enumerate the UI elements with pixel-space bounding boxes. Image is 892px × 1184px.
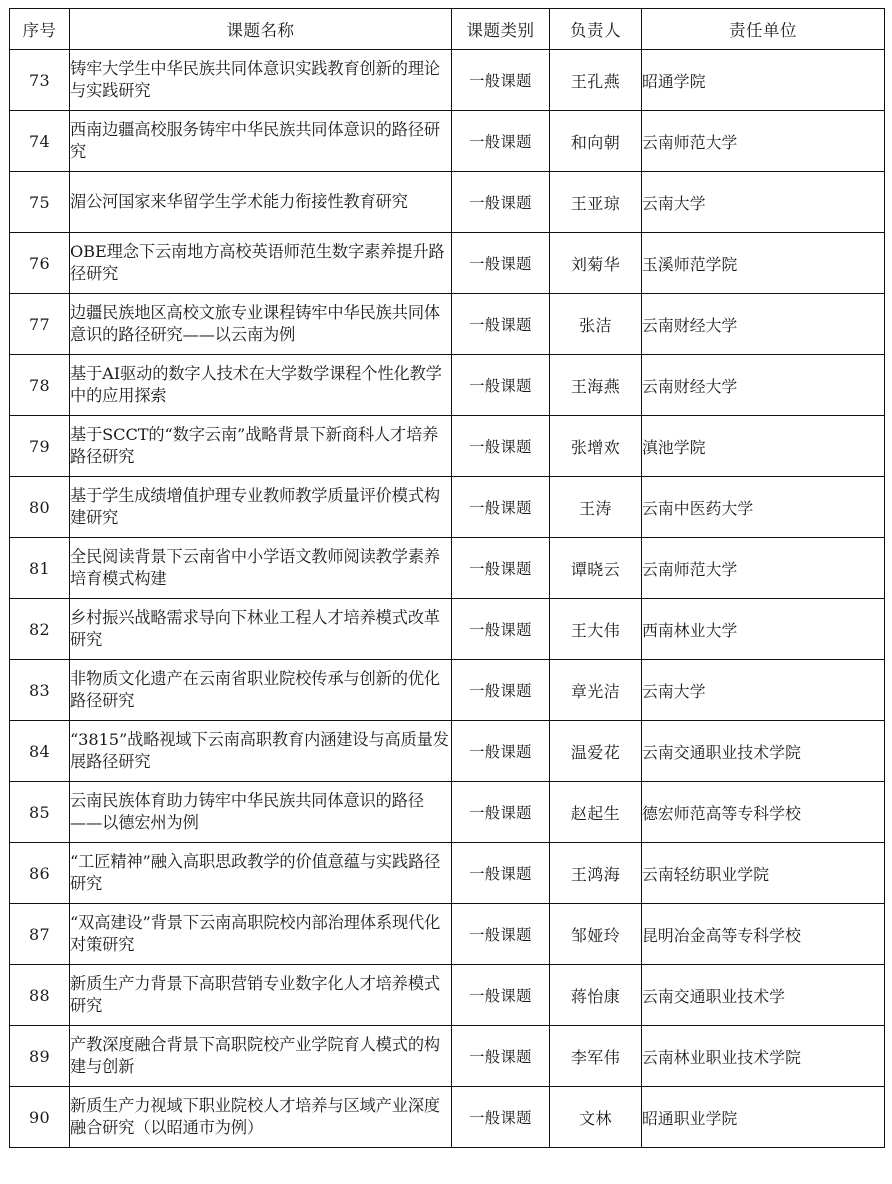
cell-project-leader: 谭晓云 — [550, 538, 642, 599]
cell-project-title: 铸牢大学生中华民族共同体意识实践教育创新的理论与实践研究 — [70, 50, 452, 111]
cell-responsible-unit: 西南林业大学 — [642, 599, 885, 660]
cell-project-leader: 王鸿海 — [550, 843, 642, 904]
cell-responsible-unit: 滇池学院 — [642, 416, 885, 477]
cell-responsible-unit: 昆明冶金高等专科学校 — [642, 904, 885, 965]
cell-project-category: 一般课题 — [452, 477, 550, 538]
cell-project-title: “双高建设”背景下云南高职院校内部治理体系现代化对策研究 — [70, 904, 452, 965]
table-row — [10, 477, 885, 538]
cell-project-category: 一般课题 — [452, 782, 550, 843]
table-body — [10, 50, 885, 1148]
cell-project-category: 一般课题 — [452, 599, 550, 660]
table-row — [10, 782, 885, 843]
cell-project-leader: 王孔燕 — [550, 50, 642, 111]
cell-project-leader: 李军伟 — [550, 1026, 642, 1087]
cell-sequence-number: 86 — [10, 843, 70, 904]
cell-project-title: 基于SCCT的“数字云南”战略背景下新商科人才培养路径研究 — [70, 416, 452, 477]
cell-sequence-number: 85 — [10, 782, 70, 843]
cell-sequence-number: 90 — [10, 1087, 70, 1148]
cell-project-leader: 王涛 — [550, 477, 642, 538]
column-header-title: 课题名称 — [70, 9, 452, 50]
cell-project-title: 产教深度融合背景下高职院校产业学院育人模式的构建与创新 — [70, 1026, 452, 1087]
table-row — [10, 721, 885, 782]
cell-project-leader: 赵起生 — [550, 782, 642, 843]
cell-project-title: “工匠精神”融入高职思政教学的价值意蕴与实践路径研究 — [70, 843, 452, 904]
cell-sequence-number: 82 — [10, 599, 70, 660]
cell-responsible-unit: 云南交通职业技术学 — [642, 965, 885, 1026]
cell-project-category: 一般课题 — [452, 233, 550, 294]
cell-project-category: 一般课题 — [452, 355, 550, 416]
cell-sequence-number: 81 — [10, 538, 70, 599]
cell-project-title: 云南民族体育助力铸牢中华民族共同体意识的路径——以德宏州为例 — [70, 782, 452, 843]
cell-project-category: 一般课题 — [452, 843, 550, 904]
cell-responsible-unit: 云南财经大学 — [642, 294, 885, 355]
cell-responsible-unit: 云南林业职业技术学院 — [642, 1026, 885, 1087]
cell-responsible-unit: 云南师范大学 — [642, 111, 885, 172]
table-row — [10, 172, 885, 233]
cell-project-title: “3815”战略视域下云南高职教育内涵建设与高质量发展路径研究 — [70, 721, 452, 782]
column-header-unit: 责任单位 — [642, 9, 885, 50]
cell-project-category: 一般课题 — [452, 1087, 550, 1148]
cell-project-title: 西南边疆高校服务铸牢中华民族共同体意识的路径研究 — [70, 111, 452, 172]
cell-sequence-number: 87 — [10, 904, 70, 965]
cell-responsible-unit: 云南大学 — [642, 660, 885, 721]
cell-project-leader: 王海燕 — [550, 355, 642, 416]
cell-project-category: 一般课题 — [452, 294, 550, 355]
cell-responsible-unit: 昭通职业学院 — [642, 1087, 885, 1148]
cell-project-title: 基于学生成绩增值护理专业教师教学质量评价模式构建研究 — [70, 477, 452, 538]
cell-project-title: 新质生产力背景下高职营销专业数字化人才培养模式研究 — [70, 965, 452, 1026]
table-row — [10, 233, 885, 294]
table-row — [10, 111, 885, 172]
cell-project-title: OBE理念下云南地方高校英语师范生数字素养提升路径研究 — [70, 233, 452, 294]
cell-sequence-number: 77 — [10, 294, 70, 355]
cell-project-leader: 张增欢 — [550, 416, 642, 477]
table-row — [10, 965, 885, 1026]
cell-sequence-number: 83 — [10, 660, 70, 721]
cell-sequence-number: 75 — [10, 172, 70, 233]
cell-project-leader: 王亚琼 — [550, 172, 642, 233]
cell-responsible-unit: 德宏师范高等专科学校 — [642, 782, 885, 843]
cell-project-title: 新质生产力视域下职业院校人才培养与区域产业深度融合研究（以昭通市为例） — [70, 1087, 452, 1148]
cell-project-leader: 刘菊华 — [550, 233, 642, 294]
table-row — [10, 904, 885, 965]
cell-sequence-number: 89 — [10, 1026, 70, 1087]
table-row — [10, 416, 885, 477]
table-row — [10, 538, 885, 599]
cell-project-leader: 文林 — [550, 1087, 642, 1148]
cell-responsible-unit: 云南大学 — [642, 172, 885, 233]
cell-responsible-unit: 云南中医药大学 — [642, 477, 885, 538]
cell-sequence-number: 78 — [10, 355, 70, 416]
cell-project-title: 全民阅读背景下云南省中小学语文教师阅读教学素养培育模式构建 — [70, 538, 452, 599]
cell-responsible-unit: 云南轻纺职业学院 — [642, 843, 885, 904]
cell-project-leader: 温爱花 — [550, 721, 642, 782]
cell-project-leader: 邹娅玲 — [550, 904, 642, 965]
cell-project-category: 一般课题 — [452, 1026, 550, 1087]
table-row — [10, 843, 885, 904]
cell-project-category: 一般课题 — [452, 111, 550, 172]
cell-responsible-unit: 云南交通职业技术学院 — [642, 721, 885, 782]
column-header-seq: 序号 — [10, 9, 70, 50]
cell-project-leader: 王大伟 — [550, 599, 642, 660]
table-row — [10, 355, 885, 416]
table-row — [10, 1026, 885, 1087]
table-header — [10, 9, 885, 50]
cell-project-category: 一般课题 — [452, 904, 550, 965]
cell-sequence-number: 74 — [10, 111, 70, 172]
cell-project-leader: 和向朝 — [550, 111, 642, 172]
cell-project-title: 基于AI驱动的数字人技术在大学数学课程个性化教学中的应用探索 — [70, 355, 452, 416]
cell-project-title: 湄公河国家来华留学生学术能力衔接性教育研究 — [70, 172, 452, 233]
cell-project-title: 乡村振兴战略需求导向下林业工程人才培养模式改革研究 — [70, 599, 452, 660]
cell-project-category: 一般课题 — [452, 416, 550, 477]
cell-responsible-unit: 昭通学院 — [642, 50, 885, 111]
cell-project-title: 非物质文化遗产在云南省职业院校传承与创新的优化路径研究 — [70, 660, 452, 721]
header-row — [10, 9, 885, 50]
cell-responsible-unit: 云南师范大学 — [642, 538, 885, 599]
cell-sequence-number: 73 — [10, 50, 70, 111]
table-row — [10, 660, 885, 721]
table-row — [10, 599, 885, 660]
cell-project-category: 一般课题 — [452, 660, 550, 721]
cell-project-category: 一般课题 — [452, 538, 550, 599]
cell-project-leader: 章光洁 — [550, 660, 642, 721]
cell-responsible-unit: 云南财经大学 — [642, 355, 885, 416]
cell-sequence-number: 76 — [10, 233, 70, 294]
cell-sequence-number: 79 — [10, 416, 70, 477]
cell-project-title: 边疆民族地区高校文旅专业课程铸牢中华民族共同体意识的路径研究——以云南为例 — [70, 294, 452, 355]
project-list-table — [9, 8, 885, 1148]
column-header-type: 课题类别 — [452, 9, 550, 50]
table-row — [10, 294, 885, 355]
cell-responsible-unit: 玉溪师范学院 — [642, 233, 885, 294]
cell-sequence-number: 80 — [10, 477, 70, 538]
cell-project-category: 一般课题 — [452, 172, 550, 233]
table-row — [10, 1087, 885, 1148]
cell-project-category: 一般课题 — [452, 50, 550, 111]
cell-project-leader: 蒋怡康 — [550, 965, 642, 1026]
cell-sequence-number: 84 — [10, 721, 70, 782]
cell-project-leader: 张洁 — [550, 294, 642, 355]
cell-project-category: 一般课题 — [452, 965, 550, 1026]
table-row — [10, 50, 885, 111]
column-header-owner: 负责人 — [550, 9, 642, 50]
cell-project-category: 一般课题 — [452, 721, 550, 782]
cell-sequence-number: 88 — [10, 965, 70, 1026]
